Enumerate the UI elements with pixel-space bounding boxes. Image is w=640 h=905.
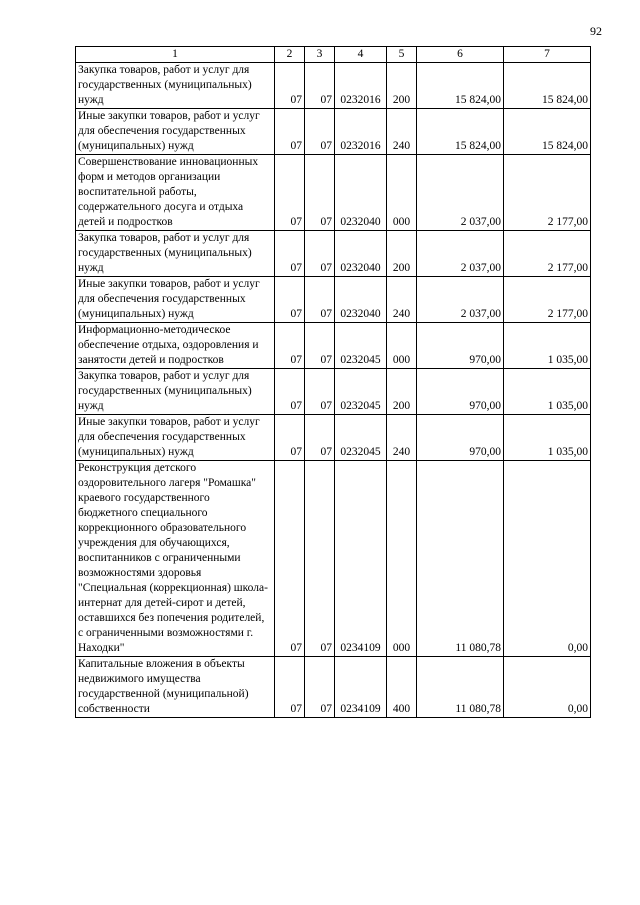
- target-code: 0232040: [335, 277, 387, 323]
- target-code: 0232016: [335, 63, 387, 109]
- podrazdel-code: 07: [305, 369, 335, 415]
- podrazdel-code: 07: [305, 63, 335, 109]
- target-code: 0232045: [335, 323, 387, 369]
- expense-type-code: 000: [387, 461, 417, 657]
- amount-col6: 11 080,78: [417, 461, 504, 657]
- column-header: 7: [504, 47, 591, 63]
- expense-type-code: 200: [387, 231, 417, 277]
- razdel-code: 07: [275, 155, 305, 231]
- amount-col6: 2 037,00: [417, 155, 504, 231]
- item-name: Информационно-методическое обеспечение отдыха, оздоровления и занятости детей и подростков: [76, 323, 275, 369]
- item-name: Закупка товаров, работ и услуг для государственных (муниципальных) нужд: [76, 369, 275, 415]
- target-code: 0232040: [335, 155, 387, 231]
- table-row: [76, 323, 591, 369]
- expense-type-code: 200: [387, 63, 417, 109]
- amount-col6: 11 080,78: [417, 657, 504, 718]
- podrazdel-code: 07: [305, 415, 335, 461]
- target-code: 0234109: [335, 461, 387, 657]
- podrazdel-code: 07: [305, 657, 335, 718]
- column-header: 2: [275, 47, 305, 63]
- table-row: [76, 155, 591, 231]
- amount-col7: 2 177,00: [504, 277, 591, 323]
- table-row: [76, 657, 591, 718]
- budget-table: [75, 46, 591, 718]
- item-name: Закупка товаров, работ и услуг для государственных (муниципальных) нужд: [76, 63, 275, 109]
- amount-col7: 2 177,00: [504, 231, 591, 277]
- razdel-code: 07: [275, 109, 305, 155]
- podrazdel-code: 07: [305, 155, 335, 231]
- amount-col7: 1 035,00: [504, 369, 591, 415]
- podrazdel-code: 07: [305, 277, 335, 323]
- razdel-code: 07: [275, 323, 305, 369]
- table-row: [76, 369, 591, 415]
- amount-col6: 15 824,00: [417, 63, 504, 109]
- amount-col6: 970,00: [417, 323, 504, 369]
- amount-col7: 15 824,00: [504, 63, 591, 109]
- table-row: [76, 63, 591, 109]
- expense-type-code: 200: [387, 369, 417, 415]
- column-header: 4: [335, 47, 387, 63]
- expense-type-code: 000: [387, 323, 417, 369]
- table-row: [76, 109, 591, 155]
- item-name: Реконструкция детского оздоровительного лагеря "Ромашка" краевого государственного бюджетного специального коррекционного образовательного учреждения для обучающихся, воспитанников с ограниченными возможностями здоровья "Специальная (коррекционная) школа-интернат для детей-сирот и детей, оставшихся без попечения родителей, с ограниченными возможностями г. Находки": [76, 461, 275, 657]
- razdel-code: 07: [275, 63, 305, 109]
- page-number: 92: [590, 24, 602, 38]
- item-name: Капитальные вложения в объекты недвижимого имущества государственной (муниципальной) собственности: [76, 657, 275, 718]
- amount-col6: 970,00: [417, 369, 504, 415]
- item-name: Иные закупки товаров, работ и услуг для обеспечения государственных (муниципальных) нужд: [76, 415, 275, 461]
- column-header: 6: [417, 47, 504, 63]
- razdel-code: 07: [275, 369, 305, 415]
- amount-col7: 1 035,00: [504, 415, 591, 461]
- podrazdel-code: 07: [305, 323, 335, 369]
- expense-type-code: 240: [387, 277, 417, 323]
- expense-type-code: 240: [387, 109, 417, 155]
- item-name: Совершенствование инновационных форм и методов организации воспитательной работы, содержательного досуга и отдыха детей и подростков: [76, 155, 275, 231]
- expense-type-code: 240: [387, 415, 417, 461]
- target-code: 0232045: [335, 415, 387, 461]
- amount-col6: 2 037,00: [417, 231, 504, 277]
- amount-col7: 1 035,00: [504, 323, 591, 369]
- item-name: Иные закупки товаров, работ и услуг для обеспечения государственных (муниципальных) нужд: [76, 277, 275, 323]
- column-header: 5: [387, 47, 417, 63]
- razdel-code: 07: [275, 461, 305, 657]
- column-header: 3: [305, 47, 335, 63]
- amount-col7: 15 824,00: [504, 109, 591, 155]
- amount-col7: 2 177,00: [504, 155, 591, 231]
- razdel-code: 07: [275, 277, 305, 323]
- razdel-code: 07: [275, 657, 305, 718]
- item-name: Иные закупки товаров, работ и услуг для обеспечения государственных (муниципальных) нужд: [76, 109, 275, 155]
- target-code: 0232040: [335, 231, 387, 277]
- expense-type-code: 000: [387, 155, 417, 231]
- razdel-code: 07: [275, 231, 305, 277]
- table-row: [76, 231, 591, 277]
- table-row: [76, 277, 591, 323]
- amount-col6: 970,00: [417, 415, 504, 461]
- amount-col6: 2 037,00: [417, 277, 504, 323]
- podrazdel-code: 07: [305, 231, 335, 277]
- table-header-row: [76, 47, 591, 63]
- podrazdel-code: 07: [305, 109, 335, 155]
- amount-col7: 0,00: [504, 461, 591, 657]
- table-row: [76, 415, 591, 461]
- razdel-code: 07: [275, 415, 305, 461]
- target-code: 0234109: [335, 657, 387, 718]
- table-row: [76, 461, 591, 657]
- column-header: 1: [76, 47, 275, 63]
- target-code: 0232045: [335, 369, 387, 415]
- item-name: Закупка товаров, работ и услуг для государственных (муниципальных) нужд: [76, 231, 275, 277]
- target-code: 0232016: [335, 109, 387, 155]
- amount-col6: 15 824,00: [417, 109, 504, 155]
- expense-type-code: 400: [387, 657, 417, 718]
- podrazdel-code: 07: [305, 461, 335, 657]
- amount-col7: 0,00: [504, 657, 591, 718]
